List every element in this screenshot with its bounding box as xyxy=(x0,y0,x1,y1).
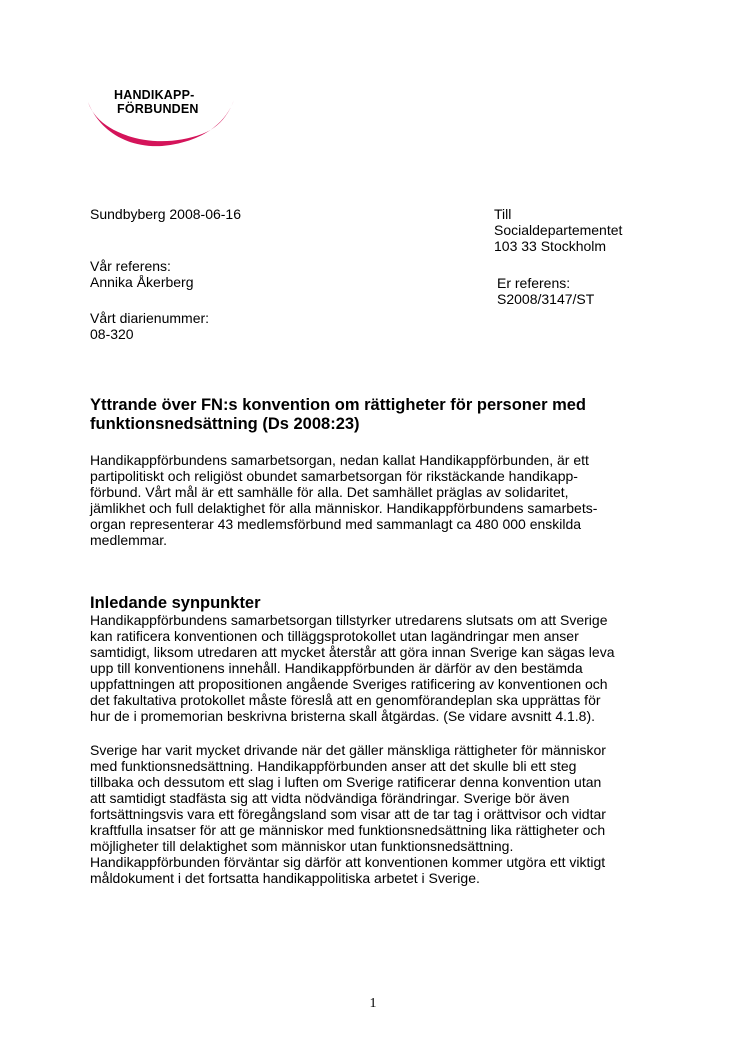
text-line: kraftfulla insatser för att ge människor med funktionsnedsättning lika rättigheter och xyxy=(90,822,606,838)
our-reference-label: Vår referens: xyxy=(90,258,171,274)
diary-number xyxy=(90,310,209,342)
logo xyxy=(84,82,244,158)
text-line: upp till konventionens innehåll. Handikappförbunden är därför av den bestämda xyxy=(90,660,583,676)
text-line: organ representerar 43 medlemsförbund med sammanlagt ca 480 000 enskilda xyxy=(90,516,582,532)
text-line: Handikappförbundens samarbetsorgan tillstyrker utredarens slutsats om att Sverige xyxy=(90,612,608,628)
text-line: förbund. Vårt mål är ett samhälle för alla. Det samhället präglas av solidaritet, xyxy=(90,484,569,500)
text-line: att samtidigt stadfästa sig att vidta nödvändiga förändringar. Sverige bör även xyxy=(90,790,570,806)
your-reference-label: Er referens: xyxy=(497,275,571,291)
logo-line1: HANDIKAPP- xyxy=(114,88,195,102)
section-heading: Inledande synpunkter xyxy=(90,594,261,612)
text-line: partipolitiskt och religiöst obundet samarbetsorgan för rikstäckande handikapp- xyxy=(90,468,578,484)
text-line: måldokument i det fortsatta handikappolitiska arbetet i Sverige. xyxy=(90,870,480,886)
text-line: uppfattningen att propositionen angående Sveriges ratificering av konventionen och xyxy=(90,676,608,692)
your-reference xyxy=(497,275,594,307)
place-date: Sundbyberg 2008-06-16 xyxy=(90,206,242,222)
text-line: samtidigt, liksom utredaren att mycket återstår att göra innan Sverige kan sägas leva xyxy=(90,644,615,660)
title-line: Yttrande över FN:s konvention om rättigheter för personer med xyxy=(90,396,586,414)
section-paragraph-1 xyxy=(90,612,650,724)
logo-line2: FÖRBUNDEN xyxy=(117,102,199,116)
your-reference-value: S2008/3147/ST xyxy=(497,291,595,307)
text-line: hur de i promemorian beskrivna bristerna skall åtgärdas. (Se vidare avsnitt 4.1.8). xyxy=(90,708,596,724)
intro-paragraph xyxy=(90,452,650,548)
recipient-line: Socialdepartementet xyxy=(494,222,623,238)
text-line: Handikappförbunden förväntar sig därför att konventionen kommer utgöra ett viktigt xyxy=(90,854,606,870)
diary-label: Vårt diarienummer: xyxy=(90,310,210,326)
text-line: Sverige har varit mycket drivande när det gäller mänskliga rättigheter för människor xyxy=(90,742,606,758)
our-reference-value: Annika Åkerberg xyxy=(90,274,194,290)
text-line: med funktionsnedsättning. Handikappförbunden anser att det skulle bli ett steg xyxy=(90,758,577,774)
text-line: medlemmar. xyxy=(90,532,168,548)
text-line: kan ratificera konventionen och tilläggsprotokollet utan lagändringar men anser xyxy=(90,628,579,644)
text-line: fortsättningsvis vara ett föregångsland som visar att de tar tag i orättvisor och vidtar xyxy=(90,806,606,822)
recipient-line: 103 33 Stockholm xyxy=(494,238,607,254)
document-title xyxy=(90,396,660,434)
diary-value: 08-320 xyxy=(90,326,134,342)
text-line: Handikappförbundens samarbetsorgan, nedan kallat Handikappförbunden, är ett xyxy=(90,452,589,468)
our-reference xyxy=(90,258,194,290)
recipient-line: Till xyxy=(494,206,512,222)
recipient-address xyxy=(494,206,622,254)
text-line: möjligheter till delaktighet som människor utan funktionsnedsättning. xyxy=(90,838,514,854)
title-line: funktionsnedsättning (Ds 2008:23) xyxy=(90,415,360,433)
text-line: det fakultativa protokollet måste föreslå att en genomförandeplan ska upprättas för xyxy=(90,692,601,708)
section-paragraph-2 xyxy=(90,742,650,886)
text-line: tillbaka och dessutom ett slag i luften om Sverige ratificerar denna konvention utan xyxy=(90,774,602,790)
text-line: jämlikhet och full delaktighet för alla människor. Handikappförbundens samarbets- xyxy=(90,500,598,516)
page-number: 1 xyxy=(369,996,377,1011)
